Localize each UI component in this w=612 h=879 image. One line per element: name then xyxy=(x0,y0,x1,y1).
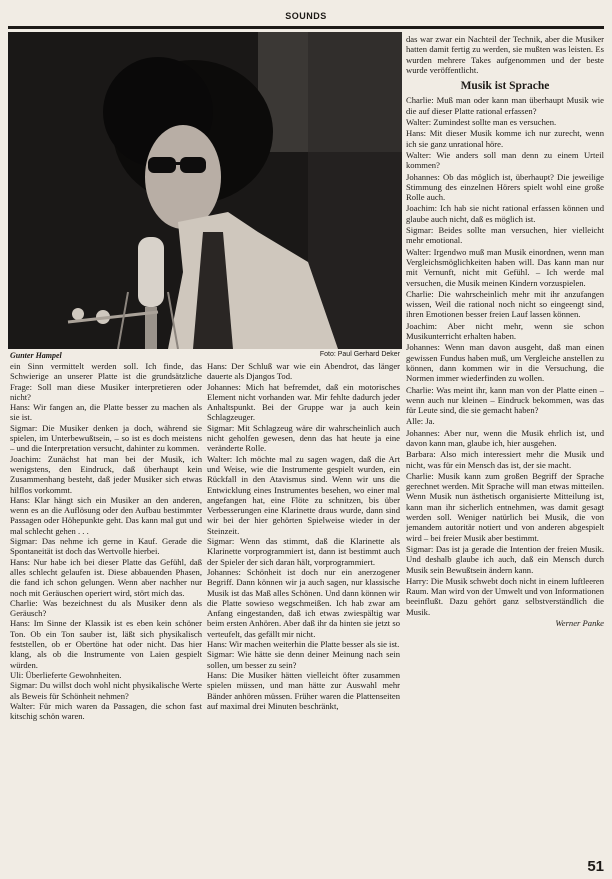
paragraph: Charlie: Die wahrscheinlich mehr mit ihr anzufangen wissen, Weil die rational noch nicht so eingeengt sind, ihren Emotionen besser freien Lauf lassen können. xyxy=(406,288,604,320)
paragraph: Johannes: Ob das möglich ist, überhaupt? Die jeweilige Stimmung des einzelnen Hörers spielt wohl eine große Rolle auch. xyxy=(406,171,604,203)
paragraph: das war zwar ein Nachteil der Technik, aber die Musiker hatten damit fertig zu werden, sie mußten was leisten. Es wurden mehrere Takes aufgenommen und der beste wurde veröffentlicht. xyxy=(406,34,604,75)
paragraph: Sigmar: Wie hätte sie denn deiner Meinung nach sein sollen, um besser zu sein? xyxy=(207,649,400,670)
paragraph: Alle: Ja. xyxy=(406,416,435,427)
paragraph: Hans: Die Musiker hätten vielleicht öfter zusammen spielen müssen, und man hätte zur Auswahl mehr Bänder anhören müssen. Früher waren die Plattenseiten auf maximal drei Minuten beschränkt, xyxy=(207,669,400,711)
paragraph: Hans: Nur habe ich bei dieser Platte das Gefühl, daß alles schlecht gelaufen ist. Diese abbauenden Phasen, die fand ich schon gelungen. Wenn aber nachher nur noch mit Geräuschen operiert wird, stört mich das. xyxy=(10,556,202,598)
paragraph: Charlie: Was meint ihr, kann man von der Platte einen – wenn auch nur kleinen – Eindruck bekommen, was das für Leute sind, die sie gemacht haben? xyxy=(406,384,604,416)
paragraph: Johannes: Mich hat befremdet, daß ein motorisches Element nicht vorhanden war. Mir fehlte dadurch jeder Anhaltspunkt. Bei der Gruppe war ja auch kein Schlagzeuger. xyxy=(207,381,400,423)
paragraph: Joachim: Ich hab sie nicht rational erfassen können und glaube auch nicht, daß es möglich ist. xyxy=(406,203,604,224)
paragraph: Sigmar: Wenn das stimmt, daß die Klarinette als Klarinette vorprogrammiert ist, dann ist bestimmt auch der Spieler der sich daran hält, vorprogrammiert. xyxy=(207,536,400,567)
paragraph: Charlie: Muß man oder kann man überhaupt Musik wie die auf dieser Platte rational erfassen? xyxy=(406,95,604,116)
section-heading: Musik ist Sprache xyxy=(460,80,550,93)
paragraph: Charlie: Musik kann zum großen Begriff der Sprache gerechnet werden. Mit Sprache will man etwas mitteilen. Wenn Musik nun ästhetisch organisierte Mitteilung ist, kann man ihr sicherlich entnehmen, was damit gesagt werden soll. Weniger natürlich bei Musik, die von jemandem autoritär notiert und von anderen abgespielt wird – bei freier Musik aber bestimmt. xyxy=(406,470,604,543)
paragraph: ein Sinn vermittelt werden soll. Ich finde, das Schwierige an unserer Platte ist die grundsätzliche Frage: Soll man diese Musiker interpretieren oder nicht? xyxy=(10,361,202,402)
paragraph: Walter: Für mich waren da Passagen, die schon fast kitschig schön waren. xyxy=(10,700,202,722)
page-number: 51 xyxy=(587,858,604,875)
section-title: SOUNDS xyxy=(285,11,327,21)
photo-credit: Foto: Paul Gerhard Deker xyxy=(319,351,400,358)
paragraph: Walter: Ich möchte mal zu sagen wagen, daß die Art und Weise, wie die Instrumente gespielt wurden, ein Rückfall in den Atavismus sind. Wenn wir uns die Entwicklung eines Instrumentes besehen, wo einer mal angefangen hat, eine Flöte zu schnitzen, bis über Verbesserungen eine Klarinette draus wurde, dann sind wir bei der hier gehörten Spielweise wieder in der Steinzeit. xyxy=(207,453,400,536)
paragraph: Walter: Wie anders soll man denn zu einem Urteil kommen? xyxy=(406,149,604,171)
paragraph: Johannes: Wenn man davon ausgeht, daß man einen gewissen Fundus haben muß, um Vergleiche anstellen zu können, dann kommen wir in die Versuchung, die Normen immer wiederfinden zu wollen. xyxy=(406,342,604,384)
author-signature: Werner Panke xyxy=(555,618,604,629)
paragraph: Johannes: Aber nur, wenn die Musik ehrlich ist, und davon kann man, glaube ich, hier ausgehen. xyxy=(406,427,604,448)
paragraph: Sigmar: Du willst doch wohl nicht physikalische Werte als Beweis für Schönheit nehmen? xyxy=(10,680,202,701)
paragraph: Hans: Der Schluß war wie ein Abendrot, das länger dauerte als Djangos Tod. xyxy=(207,361,400,382)
paragraph: Sigmar: Beides sollte man versuchen, hier vielleicht mehr emotional. xyxy=(406,225,604,246)
paragraph: Sigmar: Die Musiker denken ja doch, während sie spielen, im Unterbewußtsein, – so ist es doch meistens – und die Interpretation versucht, dahinter zu kommen. xyxy=(10,422,202,454)
article-column-3 xyxy=(406,34,604,868)
paragraph: Barbara: Also mich interessiert mehr die Musik und nicht, was für ein Mensch das ist, der sie macht. xyxy=(406,449,604,470)
paragraph: Joachim: Aber nicht mehr, wenn sie schon Musikunterricht erhalten haben. xyxy=(406,320,604,342)
page-header xyxy=(8,6,604,29)
paragraph: Sigmar: Das ist ja gerade die Intention der freien Musik. Und deshalb glaube ich auch, daß ein Mensch durch Musik sein Bewußtsein ändern kann. xyxy=(406,543,604,575)
photo-caption-name: Gunter Hampel xyxy=(10,351,62,360)
paragraph: Hans: Klar hängt sich ein Musiker an den anderen, wenn es an die Auflösung oder den Aufbau bestimmter Passagen oder Höhepunkte geht. Das kann mal gut und mal schlecht gehen . . . xyxy=(10,494,202,536)
paragraph: Walter: Irgendwo muß man Musik einordnen, wenn man Vergleichsmöglichkeiten haben will. Das kann man nur mit Vernunft, nicht mit Gefühl. – Ich werde mal versuchen, die Musik meinen Kindern vorzuspielen. xyxy=(406,246,604,288)
paragraph: Sigmar: Mit Schlagzeug wäre dir wahrscheinlich auch nicht geholfen gewesen, denn das hat heute ja eine veränderte Rolle. xyxy=(207,422,400,454)
paragraph: Charlie: Was bezeichnest du als Musiker denn als Geräusch? xyxy=(10,597,202,619)
paragraph: Johannes: Schönheit ist doch nur ein anerzogener Begriff. Dann können wir ja auch sagen, nur klassische Musik ist das Maß alles Schönen. Und dann können wir die Platte sowieso wegschmeißen. Ich hab zwar am Anfang eingestanden, daß ich etwas zwiespältig war beim ersten Anhören. Aber daß ihr da hinten sie jetzt so verteufelt, das gefällt mir nicht. xyxy=(207,566,400,639)
paragraph: Hans: Im Sinne der Klassik ist es eben kein schöner Ton. Ob ein Ton sauber ist, läßt sich physikalisch feststellen, ob er Obertöne hat oder nicht. Das hier klang, als ob die Instrumente von Laien gespielt würden. xyxy=(10,618,202,670)
paragraph: Hans: Wir machen weiterhin die Platte besser als sie ist. xyxy=(207,639,400,650)
paragraph: Walter: Zumindest sollte man es versuchen. xyxy=(406,117,557,128)
article-column-2 xyxy=(207,361,400,861)
paragraph: Uli: Überlieferte Gewohnheiten. xyxy=(10,669,122,680)
paragraph: Hans: Mit dieser Musik komme ich nur zurecht, wenn ich sie ganz unrational höre. xyxy=(406,128,604,149)
paragraph: Sigmar: Das nehme ich gerne in Kauf. Gerade die Spontaneität ist doch das Wertvolle hierbei. xyxy=(10,536,202,557)
musician-photo xyxy=(8,32,402,349)
paragraph: Joachim: Zunächst hat man bei der Musik, ich wenigstens, den Eindruck, daß überhaupt kein Zusammenhang besteht, daß jeder Musiker sich etwas hilflos vorkommt. xyxy=(10,453,202,495)
paragraph: Hans: Wir fangen an, die Platte besser zu machen als sie ist. xyxy=(10,402,202,423)
paragraph: Harry: Die Musik schwebt doch nicht in einem luftleeren Raum. Man wird von der Umwelt und von Informationen beeinflußt. Dazu gehört ganz selbstverständlich die Musik. xyxy=(406,575,604,617)
article-column-1 xyxy=(10,361,202,861)
